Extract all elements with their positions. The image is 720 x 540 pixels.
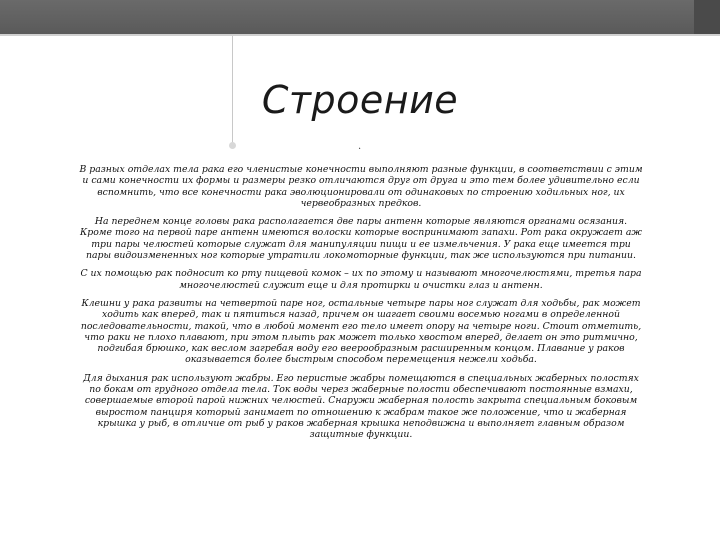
paragraph-locomotion: Клешни у рака развиты на четвертой паре ног, остальные четыре пары ног служат для ходьбы, рак может ходить как вперед, так и пятиться назад, причем он шагает своими восемью ногами в определенной последовательности, такой, что в любой момент его тело имеет опору на четыре ноги. Стоит отметить, что раки не плохо плавают, при этом плыть рак может только хвостом вперед, делает он это ритмично, подгибая брюшко, как веслом загребая воду его веерообразным расширенным концом. Плавание у раков оказывается более быстрым способом перемещения нежели ходьба. [80, 297, 642, 366]
paragraph-maxillipeds: С их помощью рак подносит ко рту пищевой комок – их по этому и называют многочелюстями, третья пара многочелюстей служит еще и для протирки и очистки глаз и антенн. [80, 268, 642, 291]
header-divider [0, 34, 720, 36]
top-header-corner [694, 0, 720, 34]
top-header-bar [0, 0, 720, 34]
accent-dot [229, 142, 236, 149]
paragraph-limbs: В разных отделах тела рака его членистые конечности выполняют разные функции, в соответствии с этим и сами конечности их формы и размеры резко отличаются друг от друга и это тем более удивительно если вспомнить, что все конечности рака эволюционировали от одинаковых по строению ходильных ног, их червеобразных предков. [79, 164, 643, 209]
title-dot: . [358, 141, 362, 152]
slide-body [78, 164, 644, 448]
paragraph-respiration: Для дыхания рак используют жабры. Его перистые жабры помещаются в специальных жаберных полостях по бокам от грудного отдела тела. Ток воды через жаберные полости обеспечивают постоянные взмахи, совершаемые второй парой нижних челюстей. Снаружи жаберная полость закрыта специальным боковым выростом панциря который занимает по отношению к жабрам такое же положение, что и жаберная крышка у рыб, в отличие от рыб у раков жаберная крышка неподвижна и выполняет главным образом защитные функции. [83, 372, 639, 441]
paragraph-antennae: На переднем конце головы рака располагается две пары антенн которые являются органами осязания. Кроме того на первой паре антенн имеются волоски которые воспринимают запахи. Рот рака окружает аж три пары челюстей которые служат для манипуляции пищи и ее измельчения. У рака еще имеется три пары видоизмененных ног которые утратили локомоторные функции, так же используются при питании. [80, 216, 642, 262]
slide-title: Строение [261, 78, 459, 122]
